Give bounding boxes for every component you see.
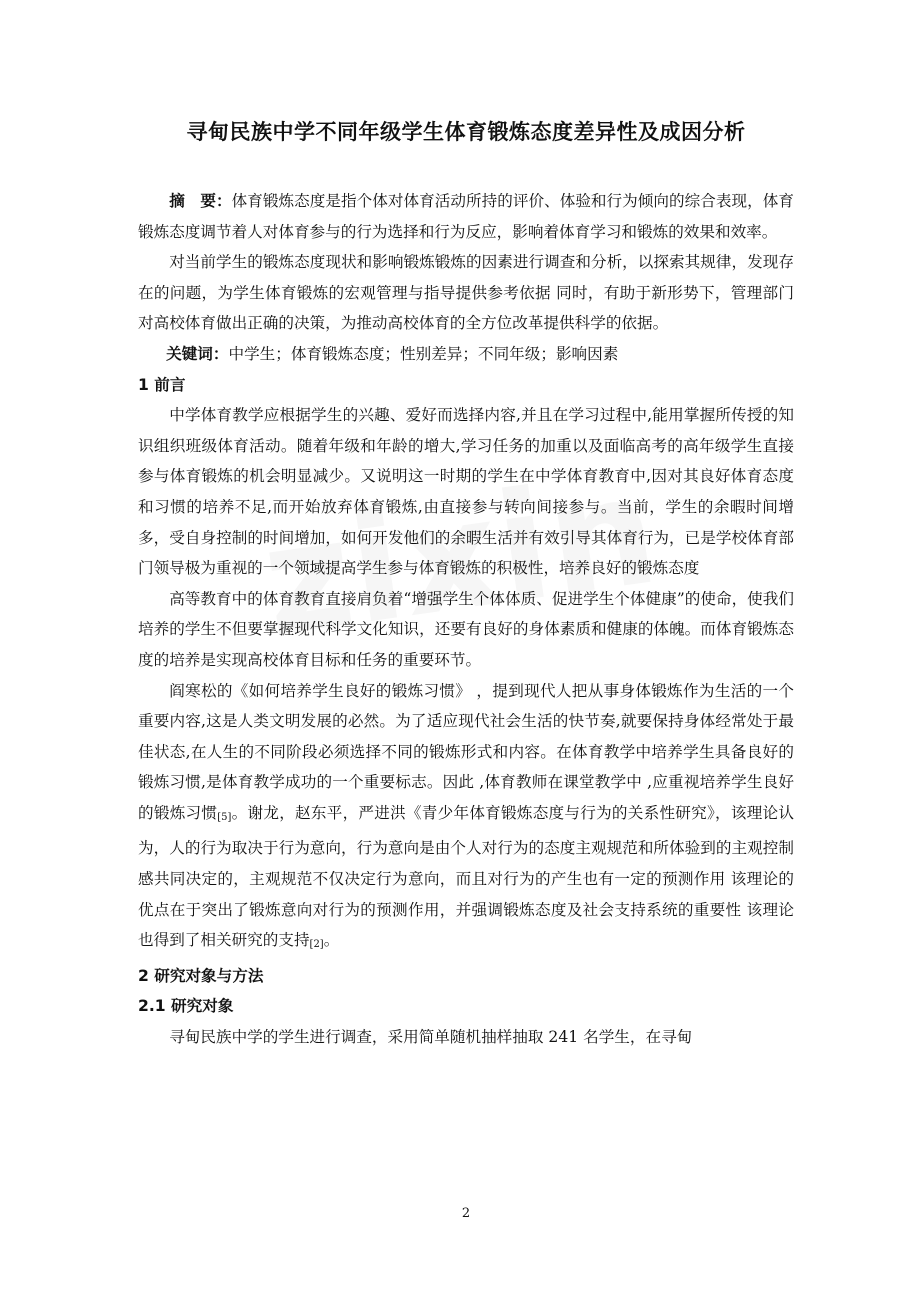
abstract-paragraph <box>138 186 794 247</box>
citation-ref-5: [5] <box>217 811 232 823</box>
page-number: 2 <box>461 1206 471 1221</box>
intro-paragraph-3-part-c: 。 <box>323 931 340 950</box>
subjects-paragraph: 寻甸民族中学的学生进行调查，采用简单随机抽样抽取 241 名学生，在寻甸 <box>169 1028 693 1047</box>
intro-paragraph-3 <box>138 676 794 961</box>
keywords-text: 中学生；体育锻炼态度；性别差异；不同年级；影响因素 <box>228 344 619 363</box>
intro-paragraph-1: 中学体育教学应根据学生的兴趣、爱好而选择内容,并且在学习过程中,能用掌握所传授的知识组织班级体育活动。随着年级和年龄的增大,学习任务的加重以及面临高考的高年级学生直接参与体育锻炼的机会明显减少。又说明这一时期的学生在中学体育教育中,因对其良好体育态度和习惯的培养不足,而开始放弃体育锻炼,由直接参与转向间接参与。当前，学生的余暇时间增多，受自身控制的时间增加，如何开发他们的余暇生活并有效引导其体育行为，已是学校体育部门领导极为重视的一个领域提高学生参与体育锻炼的积极性，培养良好的锻炼态度 <box>138 406 794 578</box>
intro-paragraph-3-part-a: 阎寒松的《如何培养学生良好的锻炼习惯》 ，提到现代人把从事身体锻炼作为生活的一个重要内容,这是人类文明发展的必然。为了适应现代社会生活的快节奏,就要保持身体经常处于最佳状态,在人生的不同阶段必须选择不同的锻炼形式和内容。在体育教学中培养学生具备良好的锻炼习惯,是体育教学成功的一个重要标志。因此 ,体育教师在课堂教学中 ,应重视培养学生良好的锻炼习惯 <box>138 681 794 822</box>
paper-body <box>138 186 794 1053</box>
section-heading-methods: 2 研究对象与方法 <box>138 966 264 985</box>
citation-ref-2: [2] <box>309 939 324 951</box>
intro-paragraph-3-part-b: 。谢龙，赵东平，严进洪《青少年体育锻炼态度与行为的关系性研究》，该理论认为，人的行为取决于行为意向，行为意向是由个人对行为的态度主观规范和所体验到的主观控制感共同决定的，主观规范不仅决定行为意向，而且对行为的产生也有一定的预测作用 该理论的优点在于突出了锻炼意向对行为的预测作用，并强调锻炼态度及社会支持系统的重要性 该理论也得到了相关研究的支持 <box>138 803 794 950</box>
subsection-heading-subjects: 2.1 研究对象 <box>138 997 234 1016</box>
intro-paragraph-2: 高等教育中的体育教育直接肩负着“增强学生个体体质、促进学生个体健康”的使命，使我们培养的学生不但要掌握现代科学文化知识，还要有良好的身体素质和健康的体魄。而体育锻炼态度的培养是实现高校体育目标和任务的重要环节。 <box>138 589 794 669</box>
keywords-label: 关键词： <box>166 344 229 363</box>
abstract-paragraph-2: 对当前学生的锻炼态度现状和影响锻炼锻炼的因素进行调查和分析，以探索其规律，发现存在的问题，为学生体育锻炼的宏观管理与指导提供参考依据 同时，有助于新形势下，管理部门对高校体育做出正确的决策，为推动高校体育的全方位改革提供科学的依据。 <box>138 253 794 333</box>
section-heading-introduction: 1 前言 <box>138 375 186 394</box>
keywords-paragraph <box>138 339 794 370</box>
paper-title: 寻甸民族中学不同年级学生体育锻炼态度差异性及成因分析 <box>186 120 746 144</box>
abstract-label: 摘 要： <box>169 192 232 210</box>
abstract-text: 体育锻炼态度是指个体对体育活动所持的评价、体验和行为倾向的综合表现，体育锻炼态度调节着人对体育参与的行为选择和行为反应，影响着体育学习和锻炼的效果和效率。 <box>138 192 794 241</box>
document-page <box>138 0 794 1302</box>
